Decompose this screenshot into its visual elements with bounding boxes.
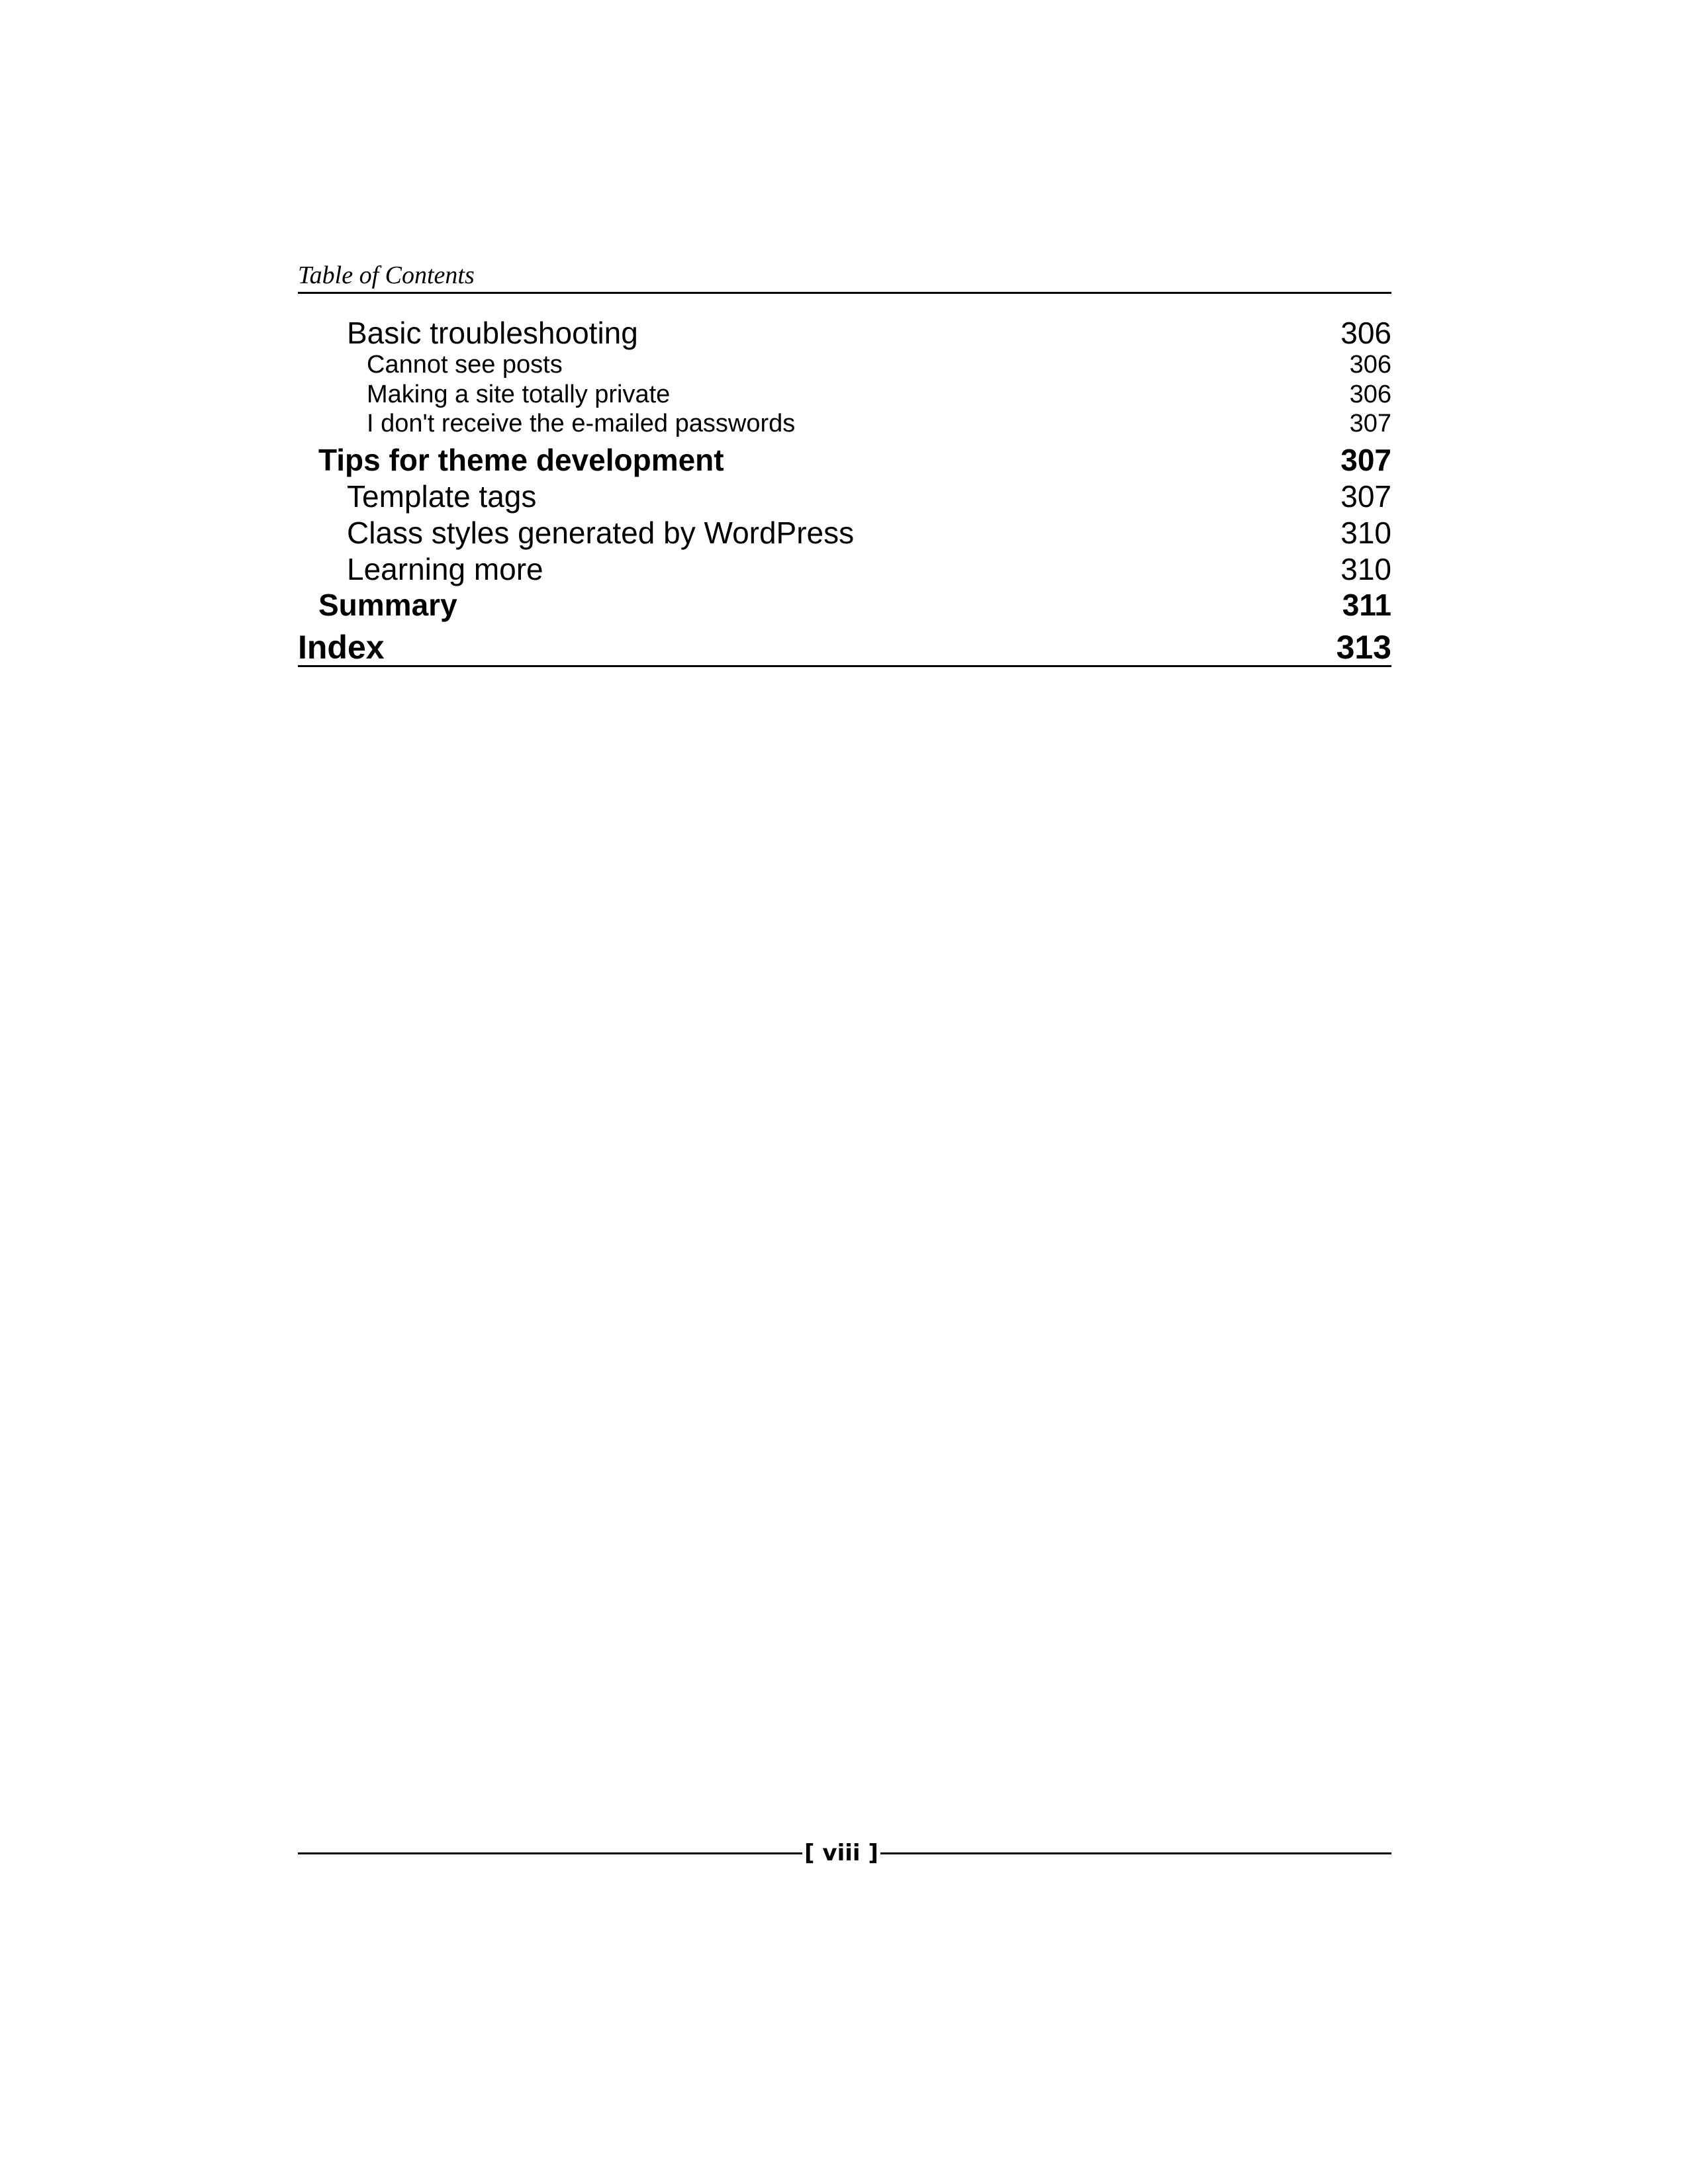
- footer-rule-left: [298, 1852, 802, 1854]
- toc-entry-label: Class styles generated by WordPress: [347, 516, 855, 550]
- toc-entry-learning-more[interactable]: [298, 551, 1391, 587]
- toc-entry-page: 313: [1336, 629, 1391, 666]
- toc-entry-label: Making a site totally private: [367, 381, 671, 408]
- toc-entry-label: Index: [298, 629, 385, 666]
- toc-entry-label: I don't receive the e-mailed passwords: [367, 410, 796, 437]
- toc-entry-page: 306: [1349, 351, 1391, 379]
- toc-entry-page: 306: [1340, 316, 1391, 350]
- toc-entry-making-site-private[interactable]: [298, 381, 1391, 409]
- page-number: [ viii ]: [804, 1840, 878, 1866]
- footer-rule-right: [880, 1852, 1391, 1854]
- toc-entry-page: 311: [1342, 588, 1391, 622]
- toc-entry-emailed-passwords[interactable]: [298, 410, 1391, 438]
- toc-entry-template-tags[interactable]: [298, 478, 1391, 514]
- toc-entry-label: Basic troubleshooting: [347, 316, 638, 350]
- toc-entry-label: Cannot see posts: [367, 351, 563, 379]
- toc-entry-summary[interactable]: [298, 587, 1391, 623]
- toc-entry-index[interactable]: [298, 628, 1391, 667]
- toc-entry-label: Learning more: [347, 552, 543, 586]
- toc-entry-page: 306: [1349, 381, 1391, 408]
- toc-entry-label: Template tags: [347, 479, 537, 514]
- toc-entry-page: 310: [1340, 552, 1391, 586]
- toc-entry-label: Tips for theme development: [318, 443, 724, 477]
- toc-entry-tips-theme-development[interactable]: [298, 442, 1391, 478]
- toc-entry-page: 310: [1340, 516, 1391, 550]
- toc-entry-class-styles[interactable]: [298, 515, 1391, 551]
- toc-entry-page: 307: [1349, 410, 1391, 437]
- toc-entry-page: 307: [1340, 443, 1391, 477]
- toc-entry-cannot-see-posts[interactable]: [298, 351, 1391, 379]
- toc-entry-page: 307: [1340, 479, 1391, 514]
- toc-entry-basic-troubleshooting[interactable]: [298, 315, 1391, 351]
- header-rule: [298, 292, 1391, 294]
- toc-entry-label: Summary: [318, 588, 457, 622]
- running-head: Table of Contents: [298, 261, 475, 289]
